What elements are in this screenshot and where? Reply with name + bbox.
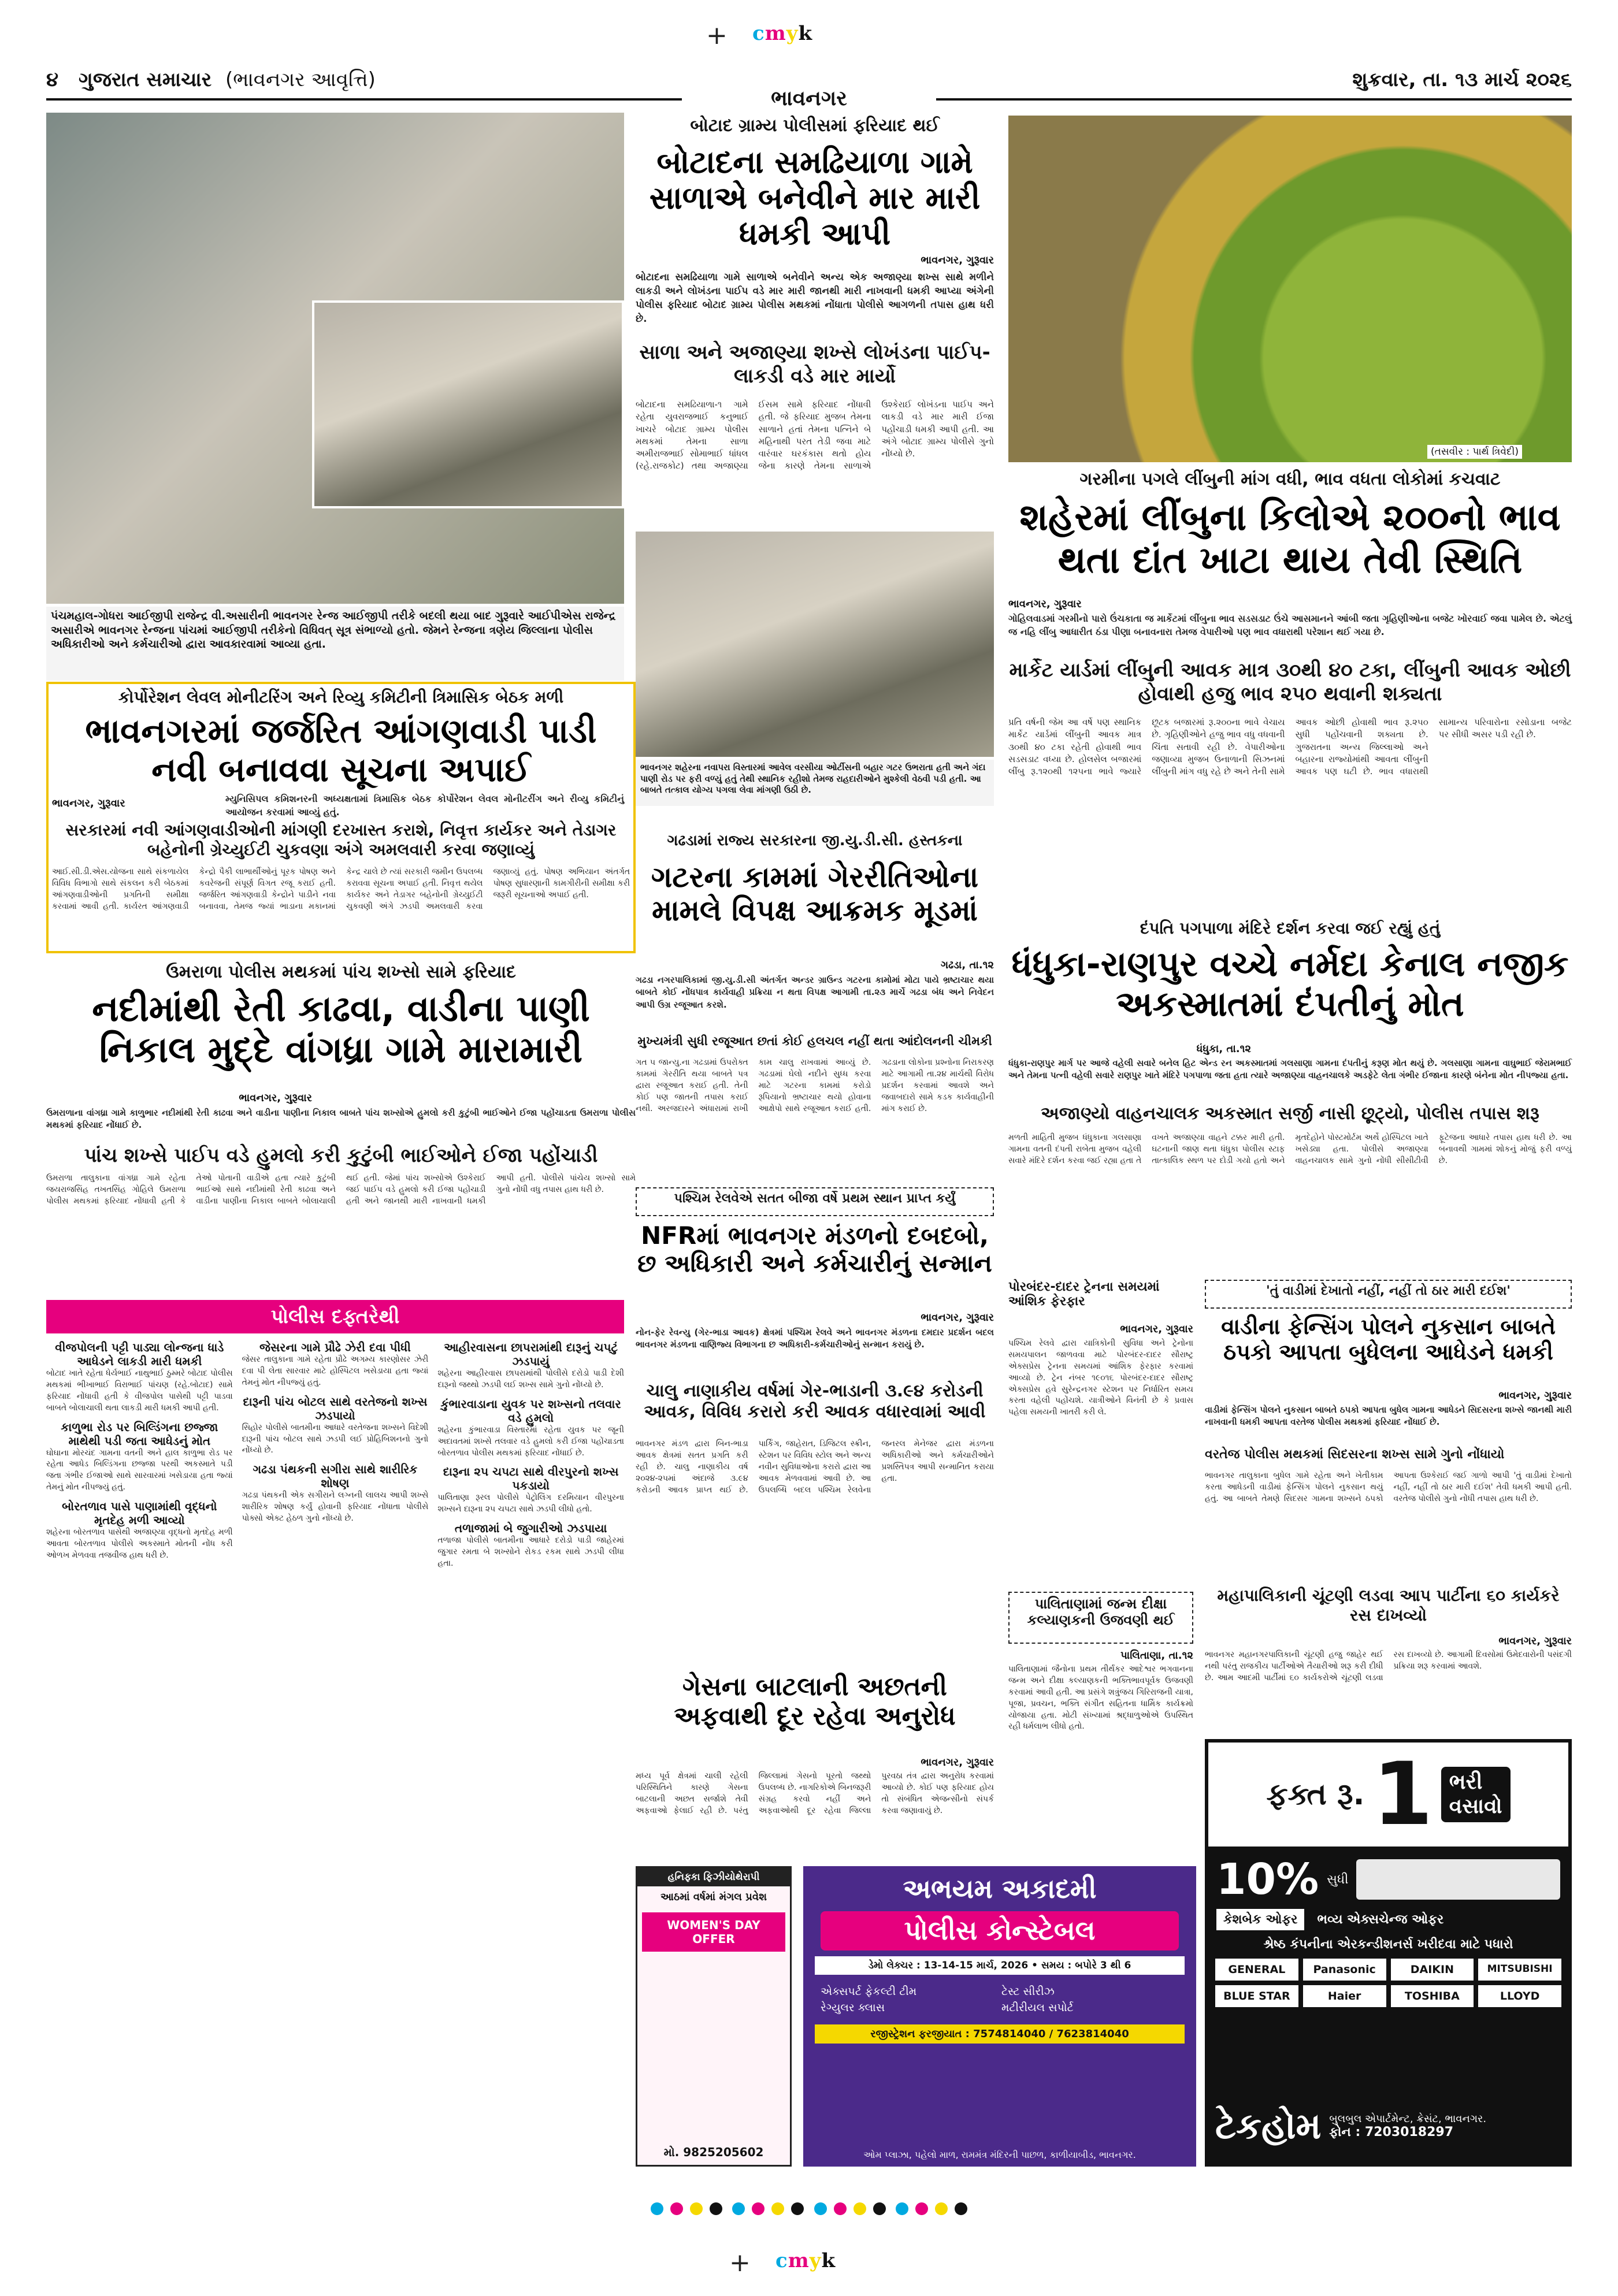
- tekhom-brands: [1205, 1959, 1572, 2007]
- police-item-title: કુંભારવાડાના યુવક પર શખ્સનો તલવાર વડે હુમલો: [440, 1396, 621, 1425]
- womens-ad-name: હનિફ્કા ફિઝીયોથેરાપી: [637, 1868, 790, 1886]
- brand-daikin-logo: DAIKIN: [1391, 1959, 1474, 1981]
- gutter-photo: [636, 532, 994, 757]
- story10-body: પાલિતાણામાં જૈનોના પ્રથમ તીર્થંકર આદેશ્વર ભગવાનના જન્મ અને દીક્ષા કલ્યાણકની ભક્તિભાવપૂર્વક ઉજવણી કરવામાં આવી હતી. આ પ્રસંગે શત્રુંજય ગિરિરાજની યાત્રા, પૂજા, પ્રવચન, ભક્તિ સંગીત સહિતના ધાર્મિક કાર્યક્રમો યોજાયા હતા. મોટી સંખ્યામાં શ્રદ્ધાળુઓએ ઉપસ્થિત રહી ધર્મલાભ લીધો હતો.: [1008, 1665, 1193, 1732]
- akadami-ad: [803, 1866, 1196, 2167]
- police-item-title: આહીરવાસના છાપરામાંથી દારૂનું ચપટું ઝડપાયું: [444, 1340, 618, 1368]
- tekhom-cashback: [1205, 1850, 1572, 1909]
- brand-general-logo: GENERAL: [1215, 1959, 1298, 1981]
- police-item: [46, 1340, 233, 1414]
- police-item-body: શહેરના કુંભારવાડા વિસ્તારમાં રહેતા યુવક પર જૂની અદાવતમાં શખ્સે તલવાર વડે હુમલો કરી ઈજા પહોંચાડતા બોરતળાવ પોલીસ મથકમાં ફરિયાદ નોંધાઈ છે.: [437, 1425, 624, 1458]
- akadami-feature: મટીરીયલ સપોર્ટ: [1001, 2001, 1074, 2014]
- police-item-title: વીજપોલની પટ્ટી પાડ્યા લોન્જના ધાડે આધેડને લાકડી મારી ધમકી: [55, 1340, 224, 1368]
- police-item: [242, 1340, 429, 1389]
- akadami-feature: રેગ્યુલર ક્લાસ: [821, 2001, 885, 2014]
- story11-subhead: વરતેજ પોલીસ મથકમાં સિદસરના શખ્સ સામે ગુનો નોંધાયો: [1205, 1447, 1505, 1462]
- story8-subhead: ચાલુ નાણાકીય વર્ષમાં ગેર-ભાડાની ૩.૯૪ કરોડની આવક, વિવિધ કરારો કરી આવક વધારવામાં આવી: [644, 1381, 986, 1422]
- igp-greeting-inset: [312, 300, 624, 508]
- tekhom-offer: [1208, 1743, 1568, 1847]
- tekhom-offer-tag2: વસાવો: [1449, 1795, 1502, 1818]
- edition-label: (ભાવનગર આવૃત્તિ): [225, 68, 376, 91]
- police-item-body: ઘોઘાના મોરચંદ ગામના વતની અને હાલ કાળુભા રોડ પર રહેતા આધેડ બિલ્ડિંગના છજ્જા પરથી અકસ્માતે પડી જતા ગંભીર ઈજાઓ સાથે સારવારમાં ખસેડાયા હતા જ્યાં તેમનું મોત નીપજ્યું હતું.: [46, 1448, 233, 1492]
- tekhom-cashback-pct: 10%: [1216, 1855, 1319, 1904]
- brand-panasonic-logo: Panasonic: [1303, 1959, 1386, 1981]
- story4-dateline: ભાવનગર, ગુરૂવાર: [52, 797, 125, 809]
- story4-headline: ભાવનગરમાં જર્જરિત આંગણવાડી પાડી નવી બનાવવા સૂચના અપાઈ: [85, 711, 597, 789]
- section-label: ભાવનગર: [682, 87, 936, 111]
- story12-dateline: ભાવનગર, ગુરૂવાર: [921, 1756, 994, 1769]
- story12-headline: ગેસના બાટલાની અછતની અફવાથી દૂર રહેવા અનુરોધ: [674, 1672, 956, 1731]
- story11-kicker: 'તું વાડીમાં દેખાતો નહીં, નહીં તો ઠાર મારી દઈશ': [1266, 1284, 1511, 1298]
- story12-body: મધ્ય પૂર્વ ક્ષેત્રમાં ચાલી રહેલી પરિસ્થિતિને કારણે ગેસના બાટલાની અછત સર્જાશે તેવી અફવાઓ ફેલાઈ રહી છે. પરંતુ જિલ્લામાં ગેસનો પૂરતો જથ્થો ઉપલબ્ધ છે. નાગરિકોએ બિનજરૂરી સંગ્રહ કરવો નહીં અને અફવાઓથી દૂર રહેવા જિલ્લા પુરવઠા તંત્ર દ્વારા અનુરોધ કરવામાં આવ્યો છે. કોઈ પણ ફરિયાદ હોય તો સંબંધિત એજન્સીનો સંપર્ક કરવા જણાવાયું છે.: [636, 1771, 994, 1815]
- akadami-course: પોલીસ કોન્સ્ટેબલ: [821, 1911, 1179, 1951]
- story3-body: પ્રતિ વર્ષની જેમ આ વર્ષે પણ સ્થાનિક માર્કેટ યાર્ડમાં લીંબુની આવક માત્ર ૩૦થી ૪૦ ટકા રહેતી હોવાથી ભાવ સડસડાટ વધ્યા છે. હોલસેલ બજારમાં લીંબુ રૂ.૧૨૦થી ૧૨૫ના ભાવે જ્યારે છૂટક બજારમાં રૂ.૨૦૦ના ભાવે વેચાય છે. ગૃહિણીઓને હજુ ભાવ વધુ વધવાની ચિંતા સતાવી રહી છે. વેપારીઓના જણાવ્યા મુજબ ઉનાળાની સિઝનમાં લીંબુની માંગ વધુ રહે છે અને તેની સામે આવક ઓછી હોવાથી ભાવ રૂ.૨૫૦ સુધી પહોંચવાની શક્યતા છે. ગુજરાતના અન્ય જિલ્લાઓ અને બહારના રાજ્યોમાંથી આવતા લીંબુની આવક પણ ઘટી છે. ભાવ વધારાથી સામાન્ય પરિવારોના રસોડાના બજેટ પર સીધી અસર પડી રહી છે.: [1008, 717, 1572, 777]
- akadami-demo: ડેમો લેક્ચર : 13-14-15 માર્ચ, 2026 • સમય : બપોરે 3 થી 6: [815, 1956, 1185, 1975]
- story3-kicker: ગરમીના પગલે લીંબુની માંગ વધી, ભાવ વધતા લોકોમાં કચવાટ: [1079, 469, 1501, 489]
- police-item-body: પાલિતાણા રૂરલ પોલીસે પેટ્રોલિંગ દરમિયાન વીરપુરના શખ્સને દારૂના ૨૫ ચપટા સાથે ઝડપી લીધો હતો.: [437, 1493, 624, 1514]
- akadami-features: [803, 1979, 1196, 2020]
- story9-body: પશ્ચિમ રેલવે દ્વારા યાત્રિકોની સુવિધા અને ટ્રેનોના સમયપાલન જાળવવા માટે પોરબંદર-દાદર સૌરાષ્ટ્ર એક્સપ્રેસ ટ્રેનના સમયમાં આંશિક ફેરફાર કરવામાં આવ્યો છે. ટ્રેન નંબર ૧૯૦૧૬ પોરબંદર-દાદર સૌરાષ્ટ્ર એક્સપ્રેસ હવે સુરેન્દ્રનગર સ્ટેશન પર નિર્ધારિત સમય કરતા વહેલી પહોંચશે. યાત્રીઓને વિનંતી છે કે પ્રવાસ પહેલા સમયની ખાતરી કરી લે.: [1008, 1339, 1193, 1417]
- story6-kicker: દંપતિ પગપાળા મંદિરે દર્શન કરવા જઈ રહ્યું હતું: [1140, 919, 1441, 938]
- lemons-photo: [1008, 116, 1572, 462]
- crop-mark-bottom: +: [729, 2248, 751, 2278]
- police-item-title: કાળુભા રોડ પર બિલ્ડિંગના છજ્જા માથેથી પડી જતા આધેડનું મોત: [61, 1420, 218, 1448]
- story5-lead: ગઢડા નગરપાલિકામાં જી.યુ.ડી.સી અંતર્ગત અન્ડર ગ્રાઉન્ડ ગટરના કામોમાં મોટા પાયે ભ્રષ્ટાચાર થયા બાબતે કોઈ નોંધપાત્ર કાર્યવાહી પ્રક્રિયા ન થતા વિપક્ષ આગામી તા.૨૩ માર્ચે ગઢડા બંધ અને નિવેદન આપી ઉગ્ર રજૂઆત કરશે.: [636, 975, 994, 1010]
- story11-body: ભાવનગર તાલુકાના બુધેલ ગામે રહેતા અને ખેતીકામ કરતા આધેડની વાડીમાં ફેન્સિંગ પોલને નુકસાન થયું હતું. આ બાબતે તેમણે સિદસર ગામના શખ્સને ઠપકો આપતા ઉશ્કેરાઈ જઈ ગાળો આપી 'તું વાડીમાં દેખાતો નહીં, નહીં તો ઠાર મારી દઈશ' તેવી ધમકી આપી હતી. વરતેજ પોલીસે ગુનો નોંધી તપાસ હાથ ધરી છે.: [1205, 1471, 1572, 1503]
- story7-dateline: ભાવનગર, ગુરૂવાર: [239, 1092, 312, 1104]
- story11-lead: વાડીમાં ફેન્સિંગ પોલને નુકસાન બાબતે ઠપકો આપતા બુધેલ ગામના આધેડને સિદસરના શખ્સે જાનથી મારી નાખવાની ધમકી આપતા વરતેજ પોલીસ મથકમાં ફરિયાદ નોંધાઈ છે.: [1205, 1405, 1572, 1428]
- story3-dateline: ભાવનગર, ગુરૂવાર: [1008, 598, 1082, 610]
- cmyk-mark-top: cmyk: [752, 22, 813, 45]
- crop-mark-top: +: [706, 21, 728, 50]
- story5-kicker: ગઢડામાં રાજ્ય સરકારના જી.યુ.ડી.સી. હસ્તકના: [667, 832, 963, 849]
- issue-date: શુક્રવાર, તા. ૧૩ માર્ચ ૨૦૨૬: [1352, 68, 1572, 91]
- story7-body: ઉમરાળા તાલુકાના વાંગધ્રા ગામે રહેતા જયરાજસિંહ તખતસિંહ ગોહિલે ઉમરાળા પોલીસ મથકમાં ફરિયાદ નોંધાવી હતી કે તેઓ પોતાની વાડીએ હતા ત્યારે કુટુંબી ભાઈઓ સાથે નદીમાંથી રેતી કાઢવા અને વાડીના પાણીના નિકાલ બાબતે બોલાચાલી થઈ હતી. જેમાં પાંચ શખ્સોએ ઉશ્કેરાઈ જઈ પાઈપ વડે હુમલો કરી ઈજા પહોંચાડી હતી અને જાનથી મારી નાખવાની ધમકી આપી હતી. પોલીસે પાંચેય શખ્સો સામે ગુનો નોંધી વધુ તપાસ હાથ ધરી છે.: [46, 1173, 636, 1206]
- story9-dateline: ભાવનગર, ગુરૂવાર: [1120, 1323, 1193, 1335]
- story5-body: ગત ૫ જાન્યુ.ના ગઢડામાં ઉપરોક્ત કામમાં ગેરરીતિ થયા બાબતે પત્ર દ્વારા રજૂઆત કરાઈ હતી. તેની કોઈ પણ જાતની તપાસ કરાઈ નથી. અરજદારને અંધારામાં રાખી કામ ચાલુ રાખવામાં આવ્યું છે. ગઢડામાં ઘેલો નદીને સુધ્ધ કરવા માટે ગટરના કામમાં કરોડો રૂપિયાનો ભ્રષ્ટાચાર થયો હોવાના આક્ષેપો સાથે રજૂઆત કરાઈ હતી. ગઢડાના લોકોના પ્રશ્નોના નિરાકરણ માટે આગામી તા.૨૪ માર્ચથી વિરોધ પ્રદર્શન કરવામાં આવશે અને જવાબદારો સામે કડક કાર્યવાહીની માંગ કરાઈ છે.: [636, 1058, 994, 1113]
- womens-day-ad: [636, 1866, 792, 2167]
- story5-subhead: મુખ્યમંત્રી સુધી રજૂઆત છતાં કોઈ હલચલ નહીં થતા આંદોલનની ચીમકી: [637, 1034, 992, 1048]
- page-number: ૪: [46, 68, 59, 91]
- police-item-title: ગઢડા પંથકની સગીરા સાથે શારીરિક શોષણ: [253, 1462, 418, 1491]
- tekhom-footer: [1205, 2086, 1572, 2167]
- tekhom-tagline: શ્રેષ્ઠ કંપનીના એરકન્ડીશનર્સ ખરીદવા માટે પધારો: [1263, 1937, 1513, 1952]
- police-item-title: દારૂની પાંચ બોટલ સાથે વરતેજનો શખ્સ ઝડપાયો: [243, 1394, 428, 1422]
- story4-lead: મ્યુનિસિપલ કમિશનરની અધ્યક્ષતામાં ત્રિમાસિક બેઠક કોર્પોરેશન લેવલ મોનીટરીંગ અને રીવ્યુ કમિટીનું આયોજન કરવામાં આવ્યું હતું.: [225, 793, 624, 818]
- cmyk-mark-bottom: cmyk: [775, 2249, 836, 2272]
- story7-headline: નદીમાંથી રેતી કાઢવા, વાડીના પાણી નિકાલ મુદ્દે વાંગધ્રા ગામે મારામારી: [92, 987, 590, 1071]
- story2-subhead: સાળા અને અજાણ્યા શખ્સે લોખંડના પાઈપ-લાકડી વડે માર માર્યો: [639, 341, 990, 388]
- police-item: [46, 1499, 233, 1562]
- tekhom-phone: ફોન : 7203018297: [1329, 2125, 1454, 2139]
- story5-headline: ગટરના કામમાં ગેરરીતિઓના મામલે વિપક્ષ આક્રમક મૂડમાં: [651, 860, 979, 927]
- police-desk-bar: પોલીસ દફ્તરેથી: [46, 1300, 624, 1333]
- story8-lead: નોન-ફેર રેવન્યુ (ગેર-ભાડા આવક) ક્ષેત્રમાં પશ્ચિમ રેલવે અને ભાવનગર મંડળના દમદાર પ્રદર્શન બદલ ભાવનગર મંડળના વાણિજ્ય વિભાગના છ અધિકારી-કર્મચારીઓનું સન્માન કરાયું છે.: [636, 1327, 994, 1350]
- womens-ad-line1: આઠમાં વર્ષમાં મંગલ પ્રવેશ: [660, 1891, 767, 1903]
- story9-kicker: પોરબંદર-દાદર ટ્રેનના સમયમાં આંશિક ફેરફાર: [1008, 1280, 1160, 1309]
- akadami-name: અભયમ અકાદમી: [903, 1873, 1097, 1904]
- police-item-body: શહેરના બોરતળાવ પાસેથી અજાણ્યા વૃદ્ધનો મૃતદેહ મળી આવતા બોરતળાવ પોલીસે અકસ્માતે મોતની નોંધ કરી ઓળખ મેળવવા તજવીજ હાથ ધરી છે.: [46, 1528, 233, 1560]
- tekhom-exchange: ભવ્ય એક્સચેન્જ ઓફર: [1317, 1912, 1444, 1927]
- lemons-photo-credit: (તસવીર : પાર્થ ત્રિવેદી): [1427, 445, 1522, 459]
- police-item-body: ગઢડા પંથકની એક સગીરાને લગ્નની લાલચ આપી શખ્સે શારીરિક શોષણ કર્યું હોવાની ફરિયાદ નોંધાતા પોલીસે પોક્સો એક્ટ હેઠળ ગુનો નોંધ્યો છે.: [242, 1491, 429, 1523]
- brand-haier-logo: Haier: [1303, 1985, 1386, 2007]
- story7-lead: ઉમરાળાના વાંગધ્રા ગામે કાળુભાર નદીમાંથી રેતી કાઢવા અને વાડીના પાણીના નિકાલ બાબતે પાંચ શખ્સોએ હુમલો કરી કુટુંબી ભાઈઓને ઈજા પહોંચાડતા ઉમરાળા પોલીસ મથકમાં ફરિયાદ નોંધાઈ છે.: [46, 1108, 636, 1131]
- story10-dateline: પાલિતાણા, તા.૧૨: [1120, 1649, 1193, 1662]
- brand-bluestar-logo: BLUE STAR: [1215, 1985, 1298, 2007]
- tekhom-offer-tag1: ભરી: [1449, 1770, 1483, 1794]
- story11-dateline: ભાવનગર, ગુરૂવાર: [1498, 1390, 1572, 1402]
- story8-dateline: ભાવનગર, ગુરૂવાર: [921, 1312, 994, 1324]
- story2-dateline: ભાવનગર, ગુરૂવાર: [921, 254, 994, 266]
- police-item-title: જેસરના ગામે પ્રૌઢે ઝેરી દવા પીધી: [259, 1340, 411, 1354]
- police-item: [437, 1465, 624, 1515]
- story4-kicker: કોર્પોરેશન લેવલ મોનીટરિંગ અને રિવ્યુ કમિટીની ત્રિમાસિક બેઠક મળી: [118, 688, 564, 707]
- story8-kicker: પશ્ચિમ રેલવેએ સતત બીજા વર્ષે પ્રથમ સ્થાન પ્રાપ્ત કર્યું: [674, 1191, 956, 1206]
- story8-headline: NFRમાં ભાવનગર મંડળનો દબદબો, છ અધિકારી અને કર્મચારીનું સન્માન: [637, 1221, 992, 1278]
- akadami-address: ઓમ પ્લાઝા, પહેલો માળ, રામમંત્ર મંદિરની પાછળ, કાળીયાબીડ, ભાવનગર.: [863, 2149, 1136, 2160]
- brand-lloyd-logo: LLOYD: [1478, 1985, 1561, 2007]
- story7-subhead: પાંચ શખ્સે પાઈપ વડે હુમલો કરી કુટુંબી ભાઈઓને ઈજા પહોંચાડી: [84, 1144, 598, 1167]
- story8-body: ભાવનગર મંડળ દ્વારા બિન-ભાડા આવક ક્ષેત્રમાં સતત પ્રગતિ કરી રહી છે. ચાલુ નાણાકીય વર્ષ ૨૦૨૪-૨૫માં અંદાજે ૩.૯૪ કરોડની આવક પ્રાપ્ત થઈ છે. પાર્કિંગ, જાહેરાત, ડિજિટલ સ્ક્રીન, સ્ટેશન પર વિવિધ સ્ટોલ અને અન્ય નવીન સુવિધાઓના કરારો દ્વારા આ આવક મેળવવામાં આવી છે. આ ઉપલબ્ધિ બદલ પશ્ચિમ રેલવેના જનરલ મેનેજર દ્વારા મંડળના અધિકારીઓ અને કર્મચારીઓને પ્રશસ્તિપત્ર આપી સન્માનિત કરાયા હતા.: [636, 1439, 994, 1495]
- story3-headline: શહેરમાં લીંબુના કિલોએ ૨૦૦નો ભાવ થતા દાંત ખાટા થાય તેવી સ્થિતિ: [1019, 496, 1561, 582]
- tekhom-offer-num: 1: [1372, 1744, 1433, 1845]
- story6-dateline: ધંધુકા, તા.૧૨: [1196, 1043, 1251, 1055]
- police-item: [242, 1462, 429, 1525]
- police-item-title: તળાજામાં બે જુગારીઓ ઝડપાયા: [454, 1521, 607, 1536]
- womens-ad-phone: મો. 9825205602: [663, 2145, 764, 2159]
- story7-kicker: ઉમરાળા પોલીસ મથકમાં પાંચ શખ્સો સામે ફરિયાદ: [166, 962, 516, 982]
- tekhom-name: ટેકહોમ: [1215, 2105, 1322, 2147]
- story13-dateline: ભાવનગર, ગુરૂવાર: [1498, 1635, 1572, 1647]
- tekhom-cashback-sub: સુધી: [1327, 1872, 1349, 1887]
- story5-dateline: ગઢડા, તા.૧૨: [940, 959, 994, 971]
- akadami-phone: રજીસ્ટ્રેશન ફરજીયાત : 7574814040 / 7623814040: [815, 2024, 1185, 2044]
- story2-body: બોટાદના સમઢિયાળા-૧ ગામે રહેતા યુવરાજભાઈ કનુભાઈ ખાચરે બોટાદ ગ્રામ્ય પોલીસ મથકમાં તેમના સાળા અમીરાજભાઈ સોમાભાઈ ધાંધલ (રહે.રાજકોટ) તથા અજાણ્યા ઈસમ સામે ફરિયાદ નોંધાવી હતી. જે ફરિયાદ મુજબ તેમના સાળાને હતાં તેમના પત્નિને બે મહિનાથી પરત તેડી જવા માટે વારંવાર ઘરકંકાસ થતો હોય જેના કારણે તેમના સાળાએ ઉશ્કેરાઈ લોખંડના પાઈપ અને લાકડી વડે માર મારી ઈજા પહોંચાડી ધમકી આપી હતી. આ અંગે બોટાદ ગ્રામ્ય પોલીસે ગુનો નોંધ્યો છે.: [636, 399, 994, 471]
- story6-body: મળતી માહિતી મુજબ ધંધુકાના ગલસાણા ગામના વતની દંપતી રાબેતા મુજબ વહેલી સવારે મંદિરે દર્શન કરવા જઈ રહ્યા હતા તે વખતે અજાણ્યા વાહને ટક્કર મારી હતી. ઘટનાની જાણ થતા ધંધુકા પોલીસ સ્ટાફ તાત્કાલિક સ્થળ પર દોડી ગયો હતો અને મૃતદેહોને પોસ્ટમોર્ટમ અર્થે હોસ્પિટલ ખાતે ખસેડ્યા હતા. પોલીસે અજાણ્યા વાહનચાલક સામે ગુનો નોંધી સીસીટીવી ફૂટેજના આધારે તપાસ હાથ ધરી છે. આ બનાવથી ગામમાં શોકનું મોજું ફરી વળ્યું છે.: [1008, 1133, 1572, 1165]
- akadami-feature: ટેસ્ટ સીરીઝ: [1001, 1985, 1055, 1998]
- story2-headline: બોટાદના સમઢિયાળા ગામે સાળાએ બનેવીને માર મારી ધમકી આપી: [649, 144, 981, 252]
- tekhom-cashback-label: કેશબેક ઓફર: [1216, 1909, 1304, 1930]
- brand-toshiba-logo: TOSHIBA: [1391, 1985, 1474, 2007]
- police-item-body: સિહોર પોલીસે બાતમીના આધારે વરતેજના શખ્સને વિદેશી દારૂની પાંચ બોટલ સાથે ઝડપી લઈ પ્રોહિબિશનનો ગુનો નોંધ્યો છે.: [242, 1422, 429, 1455]
- brand-mitsubishi-logo: MITSUBISHI: [1478, 1959, 1561, 1981]
- story2-lead: બોટાદના સમઢિયાળા ગામે સાળાએ બનેવીને અન્ય એક અજાણ્યા શખ્સ સાથે મળીને લાકડી અને લોખંડના પાઈપ વડે માર મારી જાનથી મારી નાખવાની ધમકી આપ્યા અંગેની પોલીસ ફરિયાદ બોટાદ ગ્રામ્ય પોલીસ મથકમાં નોંધાતા પોલીસે આગળની તપાસ હાથ ધરી છે.: [636, 272, 994, 325]
- police-item: [437, 1340, 624, 1391]
- story4-subhead: સરકારમાં નવી આંગણવાડીઓની માંગણી દરખાસ્ત કરાશે, નિવૃત્ત કાર્યકર અને તેડાગર બહેનોની ગ્રેચ્યુઈટી ચુકવણા અંગે અમલવારી કરવા જણાવ્યું: [65, 820, 617, 859]
- story4-body: આઈ.સી.ડી.એસ.યોજના સાથે સંકળાયેલ વિવિધ વિભાગો સાથે સંકલન કરી બેઠકમાં આંગણવાડીઓની પ્રગતિની સમીક્ષા કરવામાં આવી હતી. કાર્યરત આંગણવાડી કેન્દ્રો પૈકી લાભાર્થીઓનું પૂરક પોષણ અને કવરેજની સંપૂર્ણ વિગત રજૂ કરાઈ હતી. જર્જરિત આંગણવાડી કેન્દ્રોને પાડીને નવા બનાવવા, તેમજ જ્યાં ભાડાના મકાનમાં કેન્દ્ર ચાલે છે ત્યાં સરકારી જમીન ઉપલબ્ધ કરાવવા સૂચના અપાઈ હતી. નિવૃત્ત થયેલ કાર્યકર અને તેડાગર બહેનોની ગ્રેચ્યુઈટી ચુકવણી અંગે ઝડપી અમલવારી કરવા જણાવ્યું હતું. પોષણ અભિયાન અંતર્ગત પોષણ સુધારણાની કામગીરીની સમીક્ષા કરી જરૂરી સૂચનાઓ અપાઈ હતી.: [52, 867, 630, 911]
- story10-kicker: પાલિતાણામાં જન્મ દીક્ષા કલ્યાણકની ઉજવણી થઈ: [1027, 1596, 1175, 1628]
- police-item: [437, 1397, 624, 1459]
- story6-subhead: અજાણ્યો વાહનચાલક અકસ્માત સર્જી નાસી છૂટ્યો, પોલીસ તપાસ શરૂ: [1041, 1104, 1539, 1124]
- police-item-body: તળાજા પોલીસે બાતમીના આધારે દરોડો પાડી જાહેરમાં જુગાર રમતા બે શખ્સોને રોકડ રકમ સાથે ઝડપી લીધા હતા.: [437, 1536, 624, 1568]
- police-item-body: બોટાદ ખાતે રહેતા ધેર્યભાઈ નાથુભાઈ ઠુમ્મરે બોટાદ પોલીસ મથકમાં ભીખાભાઈ વિરાભાઈ પાંચણ (રહે.બોટાદ) સામે ફરિયાદ નોંધાવી હતી કે વીજપોલ પાસેથી પટ્ટી પાડવા બાબતે બોલાચાલી થતા લાકડી મારી ધમકી આપી હતી.: [46, 1369, 233, 1413]
- tekhom-ac-unit: [1356, 1859, 1560, 1900]
- story6-headline: ધંધુકા-રાણપુર વચ્ચે નર્મદા કેનાલ નજીક અકસ્માતમાં દંપતીનું મોત: [1011, 944, 1569, 1024]
- police-item: [46, 1420, 233, 1494]
- police-item-body: જેસર તાલુકાના ગામે રહેતા પ્રૌઢે અગમ્ય કારણોસર ઝેરી દવા પી લેતા સારવાર માટે હોસ્પિટલ ખસેડાયા હતા જ્યાં તેમનું મોત નીપજ્યું હતું.: [242, 1355, 429, 1387]
- story13-headline: મહાપાલિકાની ચૂંટણી લડવા આપ પાર્ટીના ૬૦ કાર્યકરે રસ દાખવ્યો: [1217, 1586, 1560, 1625]
- police-desk-list: [46, 1340, 624, 2172]
- police-item: [242, 1395, 429, 1457]
- story11-headline: વાડીના ફેન્સિંગ પોલને નુકસાન બાબતે ઠપકો આપતા બુધેલના આધેડને ધમકી: [1221, 1314, 1556, 1365]
- story3-subhead: માર્કેટ યાર્ડમાં લીંબુની આવક માત્ર ૩૦થી ૪૦ ટકા, લીંબુની આવક ઓછી હોવાથી હજુ ભાવ ૨૫૦ થવાની શક્યતા: [1009, 659, 1571, 705]
- story2-kicker: બોટાદ ગ્રામ્ય પોલીસમાં ફરિયાદ થઈ: [690, 116, 940, 136]
- tekhom-offer-prefix: ફક્ત રૂ.: [1266, 1777, 1365, 1812]
- police-item-title: બોરતળાવ પાસે પાણામાંથી વૃદ્ધનો મૃતદેહ મળી આવ્યો: [62, 1499, 217, 1527]
- newspaper-name: ગુજરાત સમાચાર: [79, 68, 212, 91]
- igp-caption: પંચમહાલ-ગોધરા આઈજીપી રાજેન્દ્ર વી.અસારીની ભાવનગર રેન્જ આઈજીપી તરીકે બદલી થયા બાદ ગુરૂવારે આઈપીએસ રાજેન્દ્ર અસારીએ ભાવનગર રેન્જના પાંચમાં આઈજીપી તરીકેનો વિધિવત્ સૂત્ર સંભાળ્યો હતો. જેમને રેન્જના ત્રણેય જિલ્લાના પોલીસ અધિકારીઓ અને કર્મચારીઓ દ્વારા આવકારવામાં આવ્યા હતા.: [46, 607, 624, 681]
- police-item-title: દારૂના ૨૫ ચપટા સાથે વીરપુરનો શખ્સ પકડાયો: [443, 1465, 619, 1493]
- womens-ad-badge: WOMEN'S DAY OFFER: [642, 1912, 785, 1952]
- story13-body: ભાવનગર મહાનગરપાલિકાની ચૂંટણી હજુ જાહેર થઈ નથી પરંતુ રાજકીય પાર્ટીઓએ તૈયારીઓ શરૂ કરી દીધી છે. આમ આદમી પાર્ટીમાં ૬૦ કાર્યકરોએ ચૂંટણી લડવા રસ દાખવ્યો છે. આગામી દિવસોમાં ઉમેદવારોની પસંદગી પ્રક્રિયા શરૂ કરવામાં આવશે.: [1205, 1650, 1572, 1682]
- tekhom-address: બુલબુલ એપાર્ટમેન્ટ, ક્રેસંટ, ભાવનગર.: [1329, 2113, 1487, 2125]
- story6-lead: ધંધુકા-રાણપુર માર્ગ પર આજે વહેલી સવારે બનેલ હિટ એન્ડ રન અકસ્માતમાં ગલસાણા ગામના દંપતીનું કરૂણ મોત થયું છે. ગલસાણા ગામના વાઘુભાઈ જેરામભાઈ અને તેમના પત્ની વહેલી સવારે રાણપુર ખાતે મંદિરે પગપાળા જતા હતા ત્યારે અજાણ્યા વાહનચાલકે અડફેટે લેતા ગંભીર ઈજાના કારણે બંનેના મોત નીપજ્યા હતા.: [1008, 1058, 1572, 1081]
- police-item: [437, 1521, 624, 1570]
- story3-lead: ગોહિલવાડમાં ગરમીનો પારો ઉંચકાતા જ માર્કેટમાં લીંબુના ભાવ સડસડાટ ઉંચે આસમાનને આંબી જતા ગૃહિણીઓના બજેટ ખોરવાઈ જવા પામેલ છે. એટલું જ નહિ લીંબુ આધારીત ઠંડા પીણા બનાવનારા તેમજ વેપારીઓ પણ ભાવ વધારાથી પરેશાન થઈ ગયા છે.: [1008, 613, 1572, 637]
- tekhom-ad: [1205, 1739, 1572, 2167]
- police-item-body: શહેરના આહીરવાસ છાપરામાંથી પોલીસે દરોડો પાડી દેશી દારૂનો જથ્થો ઝડપી લઈ શખ્સ સામે ગુનો નોંધ્યો છે.: [437, 1369, 624, 1390]
- registration-dots: [46, 2202, 1572, 2217]
- gutter-caption: ભાવનગર શહેરના નવાપરા વિસ્તારમાં આવેલ વરસીયા ઓર્ટીસની બહાર ગટર ઉભરાતા હતી અને ગંદા પાણી રોડ પર ફરી વળ્યું હતું તેથી સ્થાનિક રહીશો તેમજ રાહદારીઓને મુશ્કેલી વેઠવી પડી હતી. આ બાબતે તત્કાલ યોગ્ય પગલા લેવા માંગણી ઉઠી છે.: [636, 760, 994, 806]
- akadami-feature: એક્સપર્ટ ફેકલ્ટી ટીમ: [821, 1985, 917, 1998]
